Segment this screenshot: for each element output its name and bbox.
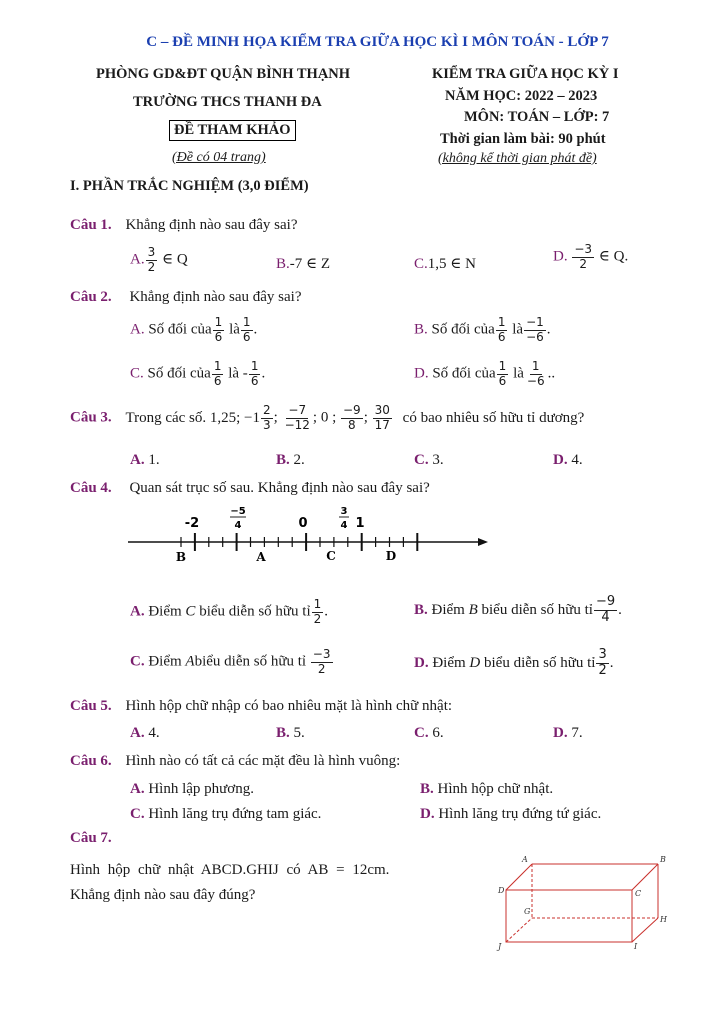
fraction-numerator: −9: [595, 594, 616, 609]
q1-option-b[interactable]: [276, 254, 330, 273]
vertex-label: G: [524, 907, 531, 916]
fraction-numerator: 1: [498, 359, 507, 373]
option-label: A.: [130, 321, 145, 338]
q1-option-a[interactable]: [130, 246, 188, 275]
option-text: -7 ∈ Z: [289, 256, 331, 272]
vertex-label: I: [634, 942, 638, 951]
q1-option-c[interactable]: [414, 254, 476, 273]
fraction-denominator: 2: [598, 662, 607, 678]
option-text: Hình lăng trụ đứng tam giác.: [148, 806, 322, 822]
q2-option-a[interactable]: [130, 316, 257, 345]
option-label: D.: [420, 806, 435, 822]
exam-name: KIỂM TRA GIỮA HỌC KỲ I: [432, 66, 619, 82]
option-label: B.: [276, 256, 290, 272]
axis-frac-numerator: 3: [340, 506, 348, 517]
option-text: Số đối của: [432, 365, 496, 382]
fraction-numerator: 30: [374, 403, 390, 417]
reference-label: ĐỀ THAM KHẢO: [169, 120, 296, 141]
option-label: C.: [130, 365, 144, 382]
option-text: .: [618, 601, 622, 618]
option-text: 1.: [148, 452, 160, 468]
option-text: 5.: [293, 725, 305, 741]
rectangular-box-figure: [490, 852, 680, 952]
option-label: B.: [420, 781, 434, 797]
question-text: Quan sát trục số sau. Khẳng định nào sau đây sai?: [129, 480, 430, 496]
question-3: Câu 3. Trong các số. 1,25; −1 $\frac{2}{3}$ ; $\frac{-7}{-12}$ ; 0 ; $\frac{-9}{8}$ ; $\frac{30}{17}$ có bao nhiêu số hữu tỉ dương?: [70, 403, 585, 432]
point-label-c: C: [326, 549, 336, 563]
fraction-numerator: 1: [213, 359, 222, 373]
fraction-numerator: −7: [288, 403, 307, 417]
box-front-face: [506, 890, 632, 942]
vertex-label: B: [660, 855, 666, 864]
q3-option-c[interactable]: [414, 452, 444, 469]
q7-text-line-2: Khẳng định nào sau đây đúng?: [70, 887, 256, 903]
option-text: ∈ Q: [161, 251, 188, 268]
question-label: Câu 2.: [70, 289, 112, 305]
fraction-numerator: −9: [343, 403, 361, 417]
box-edge-hidden: [506, 918, 532, 942]
fraction-denominator: 6: [498, 373, 507, 388]
option-text: là: [229, 321, 240, 338]
option-label: C.: [414, 452, 429, 468]
fraction-numerator: 1: [497, 315, 506, 329]
option-label: B.: [414, 321, 428, 338]
question-2: [70, 289, 301, 306]
question-5: [70, 698, 452, 715]
q4-option-d[interactable]: [414, 648, 614, 679]
option-label: A.: [130, 725, 145, 741]
education-office: PHÒNG GD&ĐT QUẬN BÌNH THẠNH: [96, 66, 351, 82]
option-text: .: [324, 603, 329, 620]
box-edge: [632, 918, 658, 942]
question-1: [70, 217, 297, 234]
fraction-denominator: 2: [147, 259, 156, 274]
q4-option-b[interactable]: [414, 595, 622, 626]
page-count: (Đề có 04 trang): [172, 150, 266, 165]
q5-option-a[interactable]: [130, 725, 160, 742]
option-label: A.: [130, 251, 145, 268]
option-text: 7.: [571, 725, 583, 741]
fraction-numerator: 1: [214, 315, 223, 329]
option-text: .: [253, 321, 258, 338]
option-text: là: [513, 365, 524, 382]
option-text: Hình lăng trụ đứng tứ giác.: [438, 806, 602, 822]
q6-option-a[interactable]: [130, 781, 254, 798]
axis-label-minus-2: -2: [184, 516, 200, 531]
fraction-denominator: 3: [263, 417, 271, 432]
option-text: 4.: [571, 452, 583, 468]
axis-frac-denominator: 4: [234, 520, 242, 531]
option-label: A.: [130, 603, 145, 620]
q2-option-d[interactable]: [414, 360, 555, 389]
option-label: D.: [414, 365, 429, 382]
box-edge: [506, 864, 532, 890]
number-line: [0, 500, 725, 570]
subject: MÔN: TOÁN – LỚP: 7: [464, 109, 610, 125]
option-text: .: [546, 321, 551, 338]
option-text: 4.: [148, 725, 160, 741]
option-label: D.: [553, 725, 568, 741]
fraction-denominator: 6: [213, 373, 222, 388]
duration: Thời gian làm bài: 90 phút: [440, 131, 606, 147]
fraction-numerator: 3: [598, 647, 607, 662]
point-variable: D: [469, 654, 481, 671]
option-text: Điểm: [148, 603, 182, 620]
option-text: Điểm: [432, 654, 466, 671]
q3-option-b[interactable]: [276, 452, 305, 469]
question-4: [70, 480, 430, 497]
q1-option-d[interactable]: [553, 243, 628, 272]
vertex-label: J: [498, 942, 502, 951]
point-variable: B: [468, 601, 478, 618]
vertex-label: D: [498, 886, 505, 895]
q2-option-c[interactable]: [130, 360, 265, 389]
option-label: C.: [414, 256, 428, 272]
fraction-denominator: 2: [317, 661, 326, 676]
fraction-denominator: 2: [579, 256, 588, 271]
box-edge: [632, 864, 658, 890]
duration-note: (không kể thời gian phát đề): [438, 151, 597, 166]
question-text: ; 0 ;: [312, 409, 337, 426]
section-heading: I. PHẦN TRẮC NGHIỆM (3,0 ĐIỂM): [70, 178, 309, 194]
option-text: 1,5 ∈ N: [427, 256, 476, 272]
option-text: biểu diễn số hữu tỉ: [194, 653, 307, 670]
fraction-numerator: 1: [250, 359, 259, 373]
point-label-b: B: [175, 550, 187, 564]
option-label: B.: [276, 452, 290, 468]
option-text: Điểm: [431, 601, 465, 618]
question-text: Khẳng định nào sau đây sai?: [129, 289, 302, 305]
option-label: D.: [414, 654, 429, 671]
document-title: C – ĐỀ MINH HỌA KIỂM TRA GIỮA HỌC KÌ I MÔN TOÁN - LỚP 7: [146, 34, 609, 50]
axis-frac-numerator: −5: [230, 506, 246, 517]
option-label: C.: [130, 653, 145, 670]
option-label: A.: [130, 781, 145, 797]
option-text: 6.: [432, 725, 444, 741]
option-label: C.: [130, 806, 145, 822]
fraction-denominator: 4: [601, 609, 610, 625]
q3-option-a[interactable]: [130, 452, 160, 469]
question-label: Câu 6.: [70, 753, 112, 769]
question-text: Trong các số. 1,25; −1: [125, 409, 261, 426]
question-label: Câu 4.: [70, 480, 112, 496]
question-label: Câu 7.: [70, 830, 112, 846]
q2-option-b[interactable]: [414, 316, 551, 345]
fraction-denominator: 6: [497, 329, 506, 344]
option-text: biểu diễn số hữu tỉ: [484, 654, 596, 671]
fraction-numerator: 3: [147, 245, 156, 259]
question-label: Câu 3.: [70, 409, 112, 426]
option-label: B.: [276, 725, 290, 741]
option-text: .: [261, 365, 266, 382]
option-text: Điểm: [148, 653, 182, 670]
option-text: biểu diễn số hữu tỉ: [199, 603, 311, 620]
fraction-denominator: −6: [526, 329, 544, 344]
q5-option-c[interactable]: [414, 725, 444, 742]
fraction-denominator: 2: [313, 611, 322, 626]
fraction-denominator: 6: [250, 373, 259, 388]
school-year: NĂM HỌC: 2022 – 2023: [445, 88, 598, 104]
fraction-numerator: 1: [313, 597, 322, 611]
q5-option-b[interactable]: [276, 725, 305, 742]
fraction-numerator: 1: [531, 359, 540, 373]
question-text: Hình hộp chữ nhập có bao nhiêu mặt là hình chữ nhật:: [125, 698, 453, 714]
fraction-denominator: 8: [348, 417, 356, 432]
option-label: D.: [553, 452, 568, 468]
axis-arrow-icon: [478, 538, 488, 546]
question-label: Câu 5.: [70, 698, 112, 714]
q5-option-d[interactable]: [553, 725, 583, 742]
option-text: Số đối của: [147, 365, 211, 382]
question-6: [70, 753, 400, 770]
point-variable: A: [185, 653, 195, 670]
school-name: TRƯỜNG THCS THANH ĐA: [133, 94, 322, 110]
option-text: 2.: [293, 452, 305, 468]
option-text: Số đối của: [148, 321, 212, 338]
q6-option-b[interactable]: [420, 781, 553, 798]
q4-option-a[interactable]: [130, 598, 328, 627]
axis-frac-denominator: 4: [340, 520, 348, 531]
question-label: Câu 1.: [70, 217, 112, 233]
axis-label-1: 1: [355, 516, 365, 531]
q6-option-d[interactable]: [420, 806, 601, 823]
option-text: Số đối của: [431, 321, 495, 338]
vertex-label: A: [522, 855, 528, 864]
q6-option-c[interactable]: [130, 806, 321, 823]
option-text: 3.: [432, 452, 444, 468]
fraction-denominator: 17: [374, 417, 390, 432]
point-variable: C: [185, 603, 196, 620]
question-text: Hình nào có tất cả các mặt đều là hình vuông:: [125, 753, 401, 769]
option-label: B.: [414, 601, 428, 618]
option-label: C.: [414, 725, 429, 741]
point-label-d: D: [385, 549, 397, 563]
option-text: Hình lập phương.: [148, 781, 254, 797]
option-text: Hình hộp chữ nhật.: [437, 781, 554, 797]
fraction-numerator: 1: [242, 315, 251, 329]
option-text: biểu diễn số hữu tỉ: [481, 601, 593, 618]
vertex-label: C: [635, 889, 642, 898]
option-text: là: [512, 321, 524, 338]
point-label-a: A: [256, 550, 266, 564]
question-7: [70, 830, 112, 847]
fraction-denominator: −12: [284, 417, 310, 432]
fraction-numerator: −3: [312, 647, 331, 661]
q7-text-line-1: Hình hộp chữ nhật ABCD.GHIJ có AB = 12cm.: [70, 862, 390, 878]
axis-label-0: 0: [298, 516, 308, 531]
q4-option-c[interactable]: [130, 648, 334, 677]
fraction-denominator: 6: [242, 329, 251, 344]
q3-option-d[interactable]: [553, 452, 583, 469]
fraction-numerator: −1: [526, 315, 544, 329]
option-text: ..: [547, 365, 556, 382]
option-label: D.: [553, 248, 568, 265]
fraction-denominator: −6: [526, 373, 545, 388]
option-text: ∈ Q.: [598, 248, 629, 265]
option-text: .: [609, 654, 614, 671]
option-label: A.: [130, 452, 145, 468]
option-text: là -: [228, 365, 248, 382]
fraction-denominator: 6: [214, 329, 223, 344]
fraction-numerator: −3: [574, 242, 593, 256]
fraction-numerator: 2: [263, 403, 271, 417]
question-text: có bao nhiêu số hữu tỉ dương?: [402, 409, 585, 426]
vertex-label: H: [660, 915, 667, 924]
question-text: Khẳng định nào sau đây sai?: [125, 217, 298, 233]
